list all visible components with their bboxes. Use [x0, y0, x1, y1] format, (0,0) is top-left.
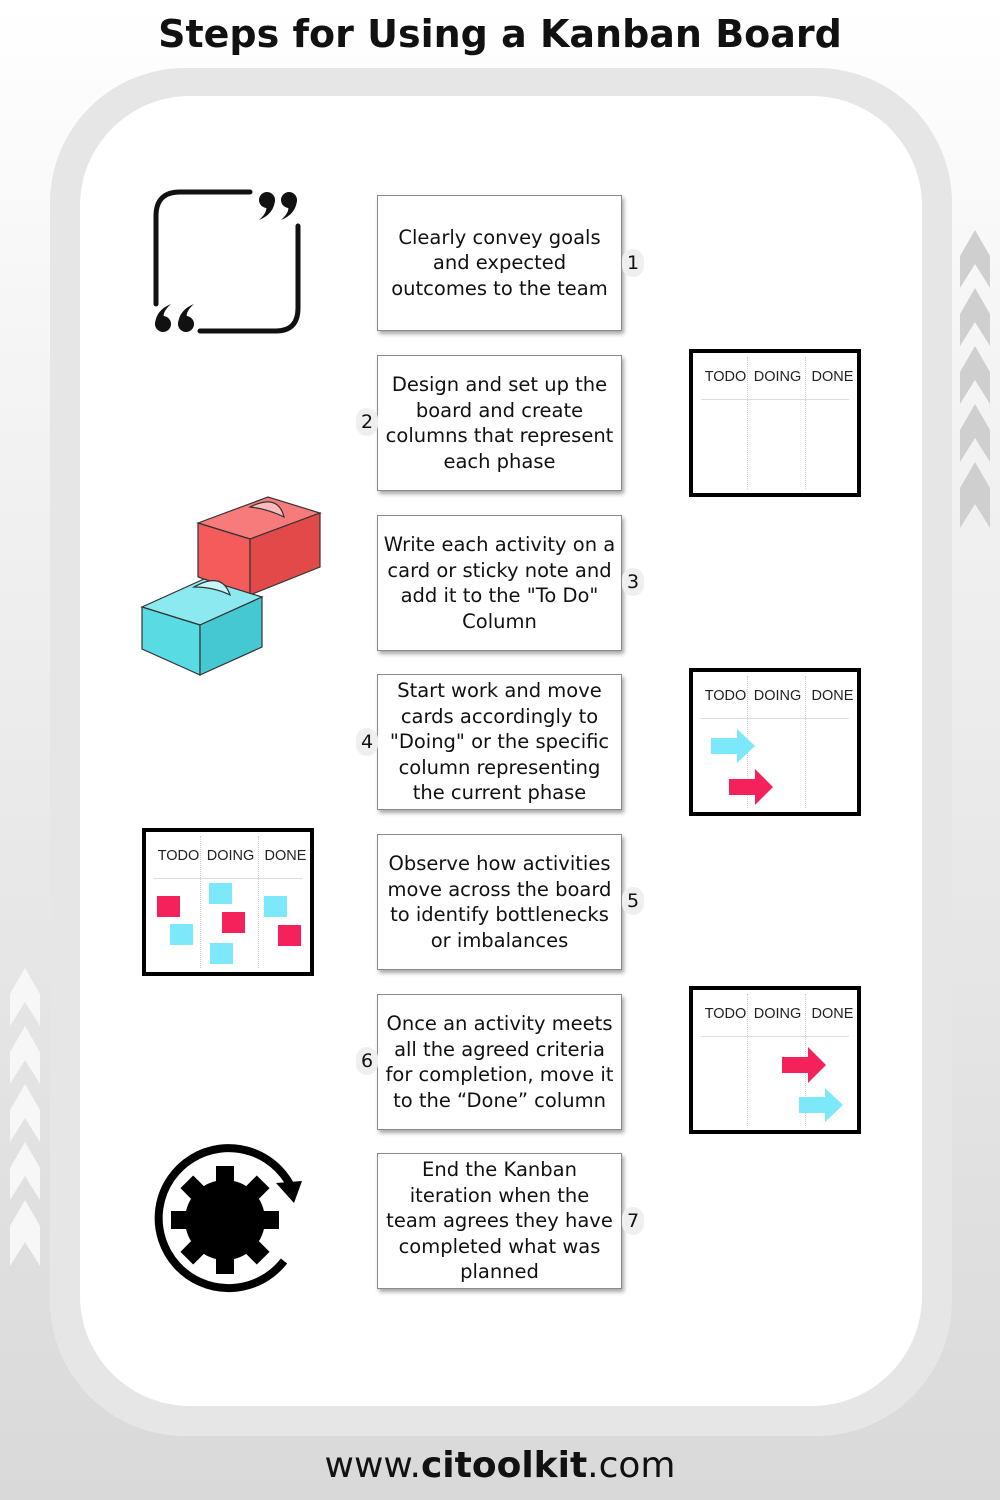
chevron-stack-left-icon [8, 966, 42, 1271]
step-1-box: Clearly convey goals and expected outcomes to the team [377, 195, 622, 331]
sticky-note [209, 883, 232, 904]
step-2-number: 2 [356, 408, 378, 436]
arrow-right-icon [729, 768, 775, 806]
arrow-right-icon [782, 1046, 828, 1084]
board-col-doing: DOING [753, 369, 802, 385]
step-6-box: Once an activity meets all the agreed criteria for completion, move it to the “Done” column [377, 994, 622, 1130]
kanban-board-doing [689, 668, 861, 816]
board-col-todo: TODO [704, 688, 747, 704]
step-4-box: Start work and move cards accordingly to "Doing" or the specific column representing the current phase [377, 674, 622, 810]
sticky-notes-icon [138, 487, 323, 679]
board-col-doing: DOING [753, 688, 802, 704]
footer-suffix: .com [587, 1445, 676, 1486]
step-5-number: 5 [622, 887, 644, 915]
page-title: Steps for Using a Kanban Board [158, 12, 842, 56]
step-4-number: 4 [356, 728, 378, 756]
step-6-number: 6 [356, 1047, 378, 1075]
sticky-note [264, 896, 287, 917]
board-col-doing: DOING [753, 1006, 802, 1022]
sticky-note [222, 912, 245, 933]
chevron-stack-right-icon [958, 228, 992, 533]
board-col-todo: TODO [704, 369, 747, 385]
sticky-note [210, 943, 233, 964]
kanban-board-done [689, 986, 861, 1134]
board-col-done: DONE [811, 688, 854, 704]
board-col-todo: TODO [704, 1006, 747, 1022]
step-2-box: Design and set up the board and create columns that represent each phase [377, 355, 622, 491]
sticky-note [170, 924, 193, 945]
footer-brand: citoolkit [420, 1445, 588, 1486]
step-3-box: Write each activity on a card or sticky note and add it to the "To Do" Column [377, 515, 622, 651]
board-col-done: DONE [811, 369, 854, 385]
board-col-done: DONE [264, 848, 307, 864]
footer-url[interactable] [0, 1445, 1000, 1486]
step-7-number: 7 [622, 1207, 644, 1235]
kanban-board-empty [689, 349, 861, 497]
board-col-todo: TODO [157, 848, 200, 864]
sticky-note [157, 896, 180, 917]
step-3-number: 3 [622, 568, 644, 596]
footer-prefix: www. [324, 1445, 421, 1486]
quote-bubble-icon [150, 186, 305, 338]
gear-cycle-icon [148, 1143, 303, 1298]
arrow-right-icon [711, 728, 757, 764]
board-col-done: DONE [811, 1006, 854, 1022]
step-5-box: Observe how activities move across the board to identify bottlenecks or imbalances [377, 834, 622, 970]
sticky-note [278, 925, 301, 946]
step-7-box: End the Kanban iteration when the team agrees they have completed what was planned [377, 1153, 622, 1289]
step-1-number: 1 [622, 249, 644, 277]
arrow-right-icon [799, 1087, 845, 1123]
kanban-board-notes [142, 828, 314, 976]
board-col-doing: DOING [206, 848, 255, 864]
